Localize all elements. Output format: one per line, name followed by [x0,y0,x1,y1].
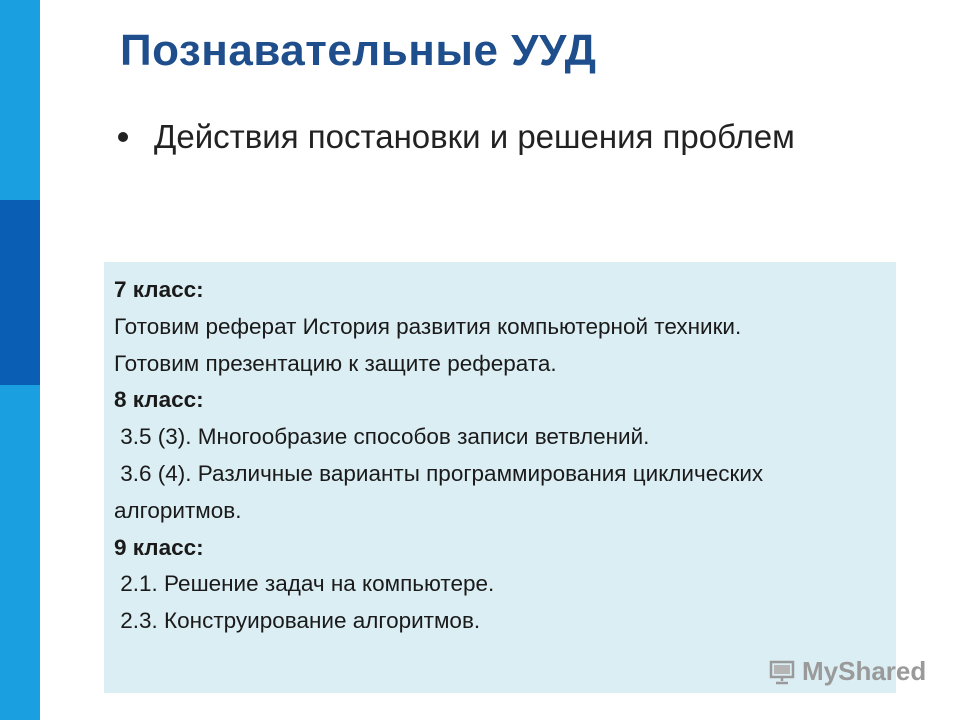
accent-bar-top [0,0,40,200]
bullet-item [118,116,838,158]
presentation-board-icon [768,658,796,686]
logo-text: MyShared [802,656,927,686]
grade-7-heading: 7 класс: [114,277,204,302]
content-box [104,262,896,693]
content-line: 2.1. Решение задач на компьютере. [114,571,495,597]
content-line: Готовим реферат История развития компьютерной техники. [114,313,742,339]
bullet-dot-icon [118,132,128,142]
accent-bar-bottom [0,385,40,720]
left-accent-bar [0,0,40,720]
content-line: Готовим презентацию к защите реферата. [114,350,557,376]
content-line: 3.5 (3). Многообразие способов записи ветвлений. [114,424,650,450]
accent-bar-middle [0,200,40,385]
grade-8-heading: 8 класс: [114,387,204,413]
myshared-logo [768,656,926,687]
grade-9-heading: 9 класс: [114,534,204,560]
content-line: 3.6 (4). Различные варианты программирования циклических алгоритмов. [114,460,770,523]
slide-title: Познавательные УУД [120,26,597,75]
content-line: 2.3. Конструирование алгоритмов. [114,608,481,634]
bullet-text: Действия постановки и решения проблем [154,118,795,155]
